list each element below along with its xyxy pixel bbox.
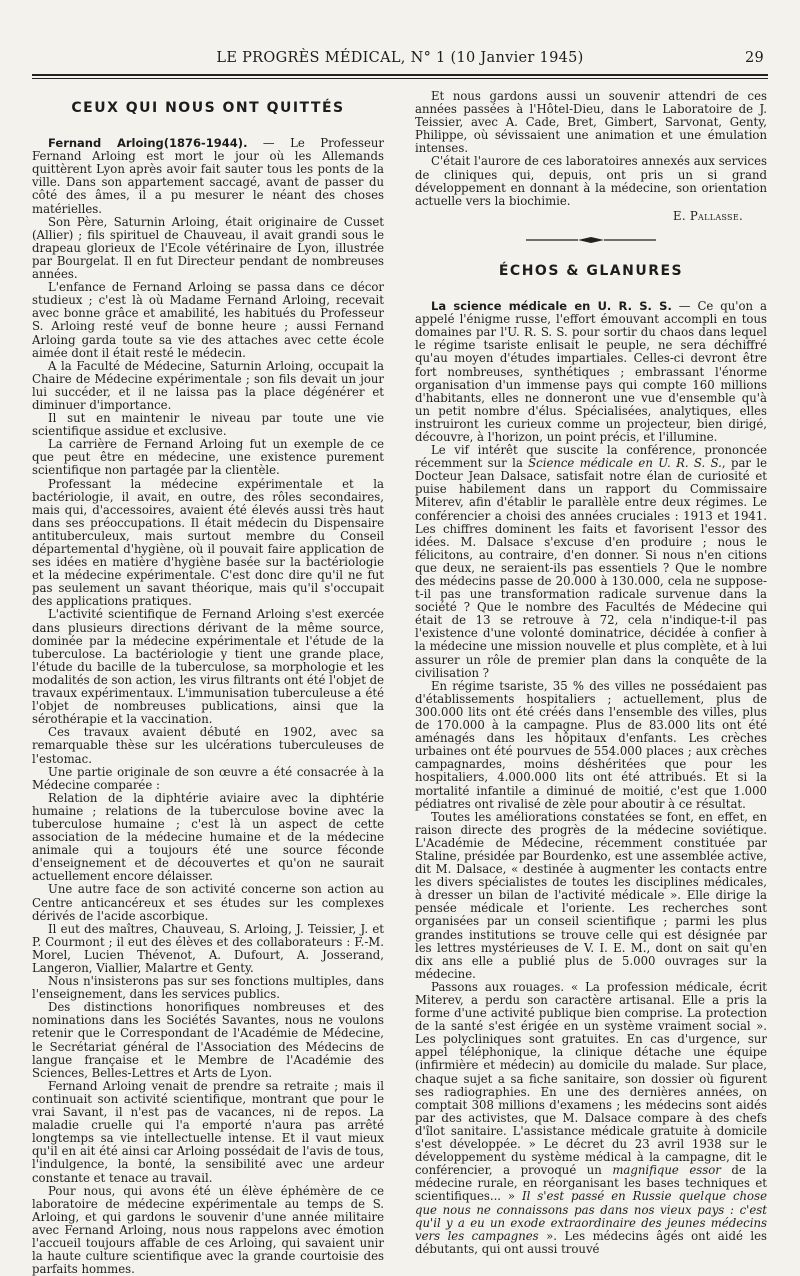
left-column	[32, 86, 384, 1276]
echos-paragraph: Le vif intérêt que suscite la conférence, prononcée récemment sur la Science médicale en U. R. S. S., par le Docteur Jean Dalsace, satisfait notre élan de curiosité et puise habilement dans un rapport du Commissaire Miterev, afin d'établir le parallèle entre deux régimes. Le conférencier a choisi des années cruciales : 1913 et 1941. Les chiffres dominent les faits et favorisent l'essor des idées. M. Dalsace s'excuse d'en produire ; nous le félicitons, au contraire, d'en donner. Si nous n'en citions que deux, ne seraient-ils pas essentiels ? Que le nombre des médecins passe de 20.000 à 130.000, cela ne suppose-t-il pas une transformation radicale survenue dans la société ? Que le nombre des Facultés de Médecine qui était de 13 se retrouve à 72, cela n'indique-t-il pas l'existence d'une volonté dominatrice, décidée à confier à la médecine une mission nouvelle et plus complète, et à lui assurer un rôle de premier plan dans la conquête de la civilisation ?	[415, 443, 768, 680]
obituary-paragraph: La carrière de Fernand Arloing fut un exemple de ce que peut être en médecine, une existence purement scientifique non partagée par la clientèle.	[32, 437, 384, 478]
obituary-signature: E. Pallasse.	[673, 208, 743, 223]
obituary-paragraph: Nous n'insisterons pas sur ses fonctions multiples, dans l'enseignement, dans les services publics.	[32, 974, 384, 1002]
obituary-paragraph: Fernand Arloing venait de prendre sa retraite ; mais il continuait son activité scientifique, montrant que pour le vrai Savant, il n'est pas de vacances, ni de repos. La maladie cruelle qui l'a emporté n'aura pas arrêté longtemps sa vie intellectuelle intense. Et il vaut mieux qu'il en ait été ainsi car Arloing possédait de l'avis de tous, l'indulgence, la bonté, la sensibilité avec une ardeur constante et tenace au travail.	[32, 1078, 384, 1185]
obituary-paragraph: Il sut en maintenir le niveau par toute une vie scientifique assidue et exclusive.	[32, 411, 384, 439]
obituary-title-name: Fernand Arloing	[48, 136, 164, 151]
obituary-paragraph: Ces travaux avaient débuté en 1902, avec sa remarquable thèse sur les ulcérations tuberculeuses de l'estomac.	[32, 725, 384, 766]
echos-paragraph: En régime tsariste, 35 % des villes ne possédaient pas d'établissements hospitaliers ; actuellement, plus de 300.000 lits ont été créés dans l'ensemble des villes, plus de 170.000 à la campagne. Plus de 83.000 lits ont été aménagés dans les hôpitaux d'enfants. Les crèches urbaines ont été pourvues de 554.000 places ; aux crèches campagnardes, moins déshéritées que pour les hospitaliers, 4.000.000 lits ont été attribués. Et si la mortalité infantile a diminué de moitié, c'est que 1.000 pédiatres ont rivalisé de zèle pour aboutir à ce résultat.	[415, 678, 767, 811]
obituary-paragraph: Relation de la diphtérie aviaire avec la diphtérie humaine ; relations de la tuberculose bovine avec la tuberculose humaine ; c'est là un aspect de cette association de la médecine humaine et de la médecine animale qui a toujours été une source féconde d'enseignement et de découvertes et qu'on ne saurait actuellement encore délaisser.	[32, 790, 384, 884]
obituary-paragraph: C'était l'aurore de ces laboratoires annexés aux services de cliniques qui, depuis, ont pris un si grand développement en donnant à la médecine, son orientation actuelle vers la biochimie.	[415, 154, 767, 208]
obituary-heading: CEUX QUI NOUS ONT QUITTÉS	[71, 100, 345, 116]
right-column	[415, 90, 767, 1256]
obituary-paragraph: Une autre face de son activité concerne son action au Centre anticancéreux et ses études sur les complexes dérivés de l'acide ascorbique.	[32, 882, 384, 923]
obituary-paragraph: L'enfance de Fernand Arloing se passa dans ce décor studieux ; c'est là où Madame Fernand Arloing, recevait avec bonne grâce et amabilité, les habitués du Professeur S. Arloing resté veuf de bonne heure ; aussi Fernand Arloing garda toute sa vie des attaches avec cette école aimée dont il était resté le médecin.	[32, 280, 384, 360]
page-number: 29	[744, 50, 764, 66]
obituary-paragraph: Une partie originale de son œuvre a été consacrée à la Médecine comparée :	[32, 764, 384, 792]
section-divider-ornament	[415, 235, 767, 245]
journal-header-title: LE PROGRÈS MÉDICAL, N° 1 (10 Janvier 1945)	[216, 50, 584, 66]
echos-paragraph: Passons aux rouages. « La profession médicale, écrit Miterev, a perdu son caractère artisanal. Elle a pris la forme d'une activité publique bien comprise. La protection de la santé s'est érigée en un système vraiment social ». Les polycliniques sont gratuites. En cas d'urgence, sur appel téléphonique, la clinique détache une équipe (infirmière et médecin) au domicile du malade. Sur place, chaque sujet a sa fiche sanitaire, son dossier où figurent ses radiographies. En une des dernières années, on comptait 308 millions d'examens ; les médecins sont aidés par des activistes, que M. Dalsace compare à des chefs d'îlot sanitaire. L'assistance médicale gratuite à domicile s'est développée. » Le décret du 23 avril 1938 sur le développement du système médical à la campagne, dit le conférencier, a provoqué un magnifique essor de la médecine rurale, en réorganisant les bases techniques et scientifiques... » Il s'est passé en Russie quelque chose que nous ne connaissons pas dans nos vieux pays : c'est qu'il y a eu un exode extraordinaire des jeunes médecins vers les campagnes ». Les médecins âgés ont aidé les débutants, qui ont aussi trouvé	[415, 979, 768, 1256]
obituary-paragraph: Des distinctions honorifiques nombreuses et des nominations dans les Sociétés Savantes, nous ne voulons retenir que le Correspondant de l'Académie de Médecine, le Secrétariat général de l'Association des Médecins de langue française et le Membre de l'Académie des Sciences, Belles-Lettres et Arts de Lyon.	[32, 1000, 384, 1080]
obituary-paragraph: Pour nous, qui avons été un élève éphémère de ce laboratoire de médecine expérimentale au temps de S. Arloing, et qui gardons le souvenir d'une année militaire avec Fernand Arloing, nous nous rappelons avec émotion l'accueil toujours affable de ces Arloing, qui savaient unir la haute culture scientifique avec la grande courtoisie des parfaits hommes.	[32, 1183, 384, 1276]
ornament-rule-icon	[526, 235, 656, 245]
header-rule	[32, 74, 768, 79]
obituary-paragraph: A la Faculté de Médecine, Saturnin Arloing, occupait la Chaire de Médecine expérimentale ; son fils devait un jour lui succéder, et il ne laissa pas la place dégénérer et diminuer d'importance.	[32, 358, 384, 412]
obituary-paragraph: L'activité scientifique de Fernand Arloing s'est exercée dans plusieurs directions dérivant de la même source, dominée par la médecine expérimentale et l'étude de la tuberculose. La bactériologie y tient une grande place, l'étude du bacille de la tuberculose, sa morphologie et les modalités de son action, les virus filtrants ont été l'objet de travaux expérimentaux. L'immunisation tuberculeuse a été l'objet de nombreuses publications, ainsi que la sérothérapie et la vaccination.	[32, 607, 385, 727]
echos-paragraph: Toutes les améliorations constatées se font, en effet, en raison directe des progrès de la médecine soviétique. L'Académie de Médecine, récemment constituée par Staline, présidée par Bourdenko, est une assemblée active, dit M. Dalsace, « destinée à augmenter les contacts entre les divers spécialistes de toutes les disciplines médicales, à dresser un bilan de l'activité médicale ». Elle dirige la pensée médicale et l'oriente. Les recherches sont organisées par un conseil scientifique ; parmi les plus grandes institutions se trouve celle qui est désignée par les lettres mystérieuses de V. I. E. M., dont on sait qu'en dix ans elle a publié plus de 5.000 ouvrages sur la médecine.	[415, 809, 767, 981]
echos-lead-title: La science médicale en U. R. S. S.	[431, 299, 672, 314]
obituary-paragraph: Son Père, Saturnin Arloing, était originaire de Cusset (Allier) ; fils spirituel de Chauveau, il avait grandi sous le drapeau glorieux de l'Ecole vétérinaire de Lyon, illustrée par Bourgelat. Il en fut Directeur pendant de nombreuses années.	[32, 214, 384, 282]
obituary-paragraph: Et nous gardons aussi un souvenir attendri de ces années passées à l'Hôtel-Dieu, dans le Laboratoire de J. Teissier, avec A. Cade, Bret, Gimbert, Sarvonat, Genty, Philippe, où sévissaient une animation et une émulation intenses.	[415, 89, 767, 156]
obituary-paragraph: Il eut des maîtres, Chauveau, S. Arloing, J. Teissier, J. et P. Courmont ; il eut des élèves et des collaborateurs : F.-M. Morel, Lucien Thévenot, A. Dufourt, A. Josserand, Langeron, Viallier, Malartre et Genty.	[32, 921, 384, 975]
obituary-title-dates: (1876-1944).	[163, 136, 248, 151]
obituary-paragraph: Professant la médecine expérimentale et la bactériologie, il avait, en outre, des rôles secondaires, mais qui, d'accessoires, avaient été élevés aussi très haut dans ses préoccupations. Il était médecin du Dispensaire antituberculeux, mais surtout membre du Conseil départemental d'hygiène, où il pouvait faire application de ses idées en matière d'hygiène basée sur la bactériologie et la médecine expérimentale. C'est donc dire qu'il ne fut pas seulement un savant théorique, mais qu'il s'occupait des applications pratiques.	[32, 476, 384, 609]
obituary-paragraph: Fernand Arloing(1876-1944). — Le Professeur Fernand Arloing est mort le jour où les Allemands quittèrent Lyon après avoir fait sauter tous les ponts de la ville. Dans son appartement saccagé, avant de passer du côté des âmes, il a pu mesurer le néant des choses matérielles.	[32, 136, 384, 216]
echos-paragraph: La science médicale en U. R. S. S. — Ce qu'on a appelé l'énigme russe, l'effort émouvant accompli en tous domaines par l'U. R. S. S. pour sortir du chaos dans lequel le régime tsariste enlisait le peuple, ne sera déchiffré qu'au moyen d'études impartiales. Celles-ci devront être fort nombreuses, synthétiques ; embrassant l'énorme organisation d'un immense pays qui compte 160 millions d'habitants, elles ne donneront une vue d'ensemble qu'à un petit nombre d'élus. Spécialisées, analytiques, elles instruiront les curieux comme un projecteur, bien dirigé, découvre, à l'horizon, un point précis, et l'illumine.	[415, 299, 768, 444]
echos-heading: ÉCHOS & GLANURES	[498, 262, 684, 279]
